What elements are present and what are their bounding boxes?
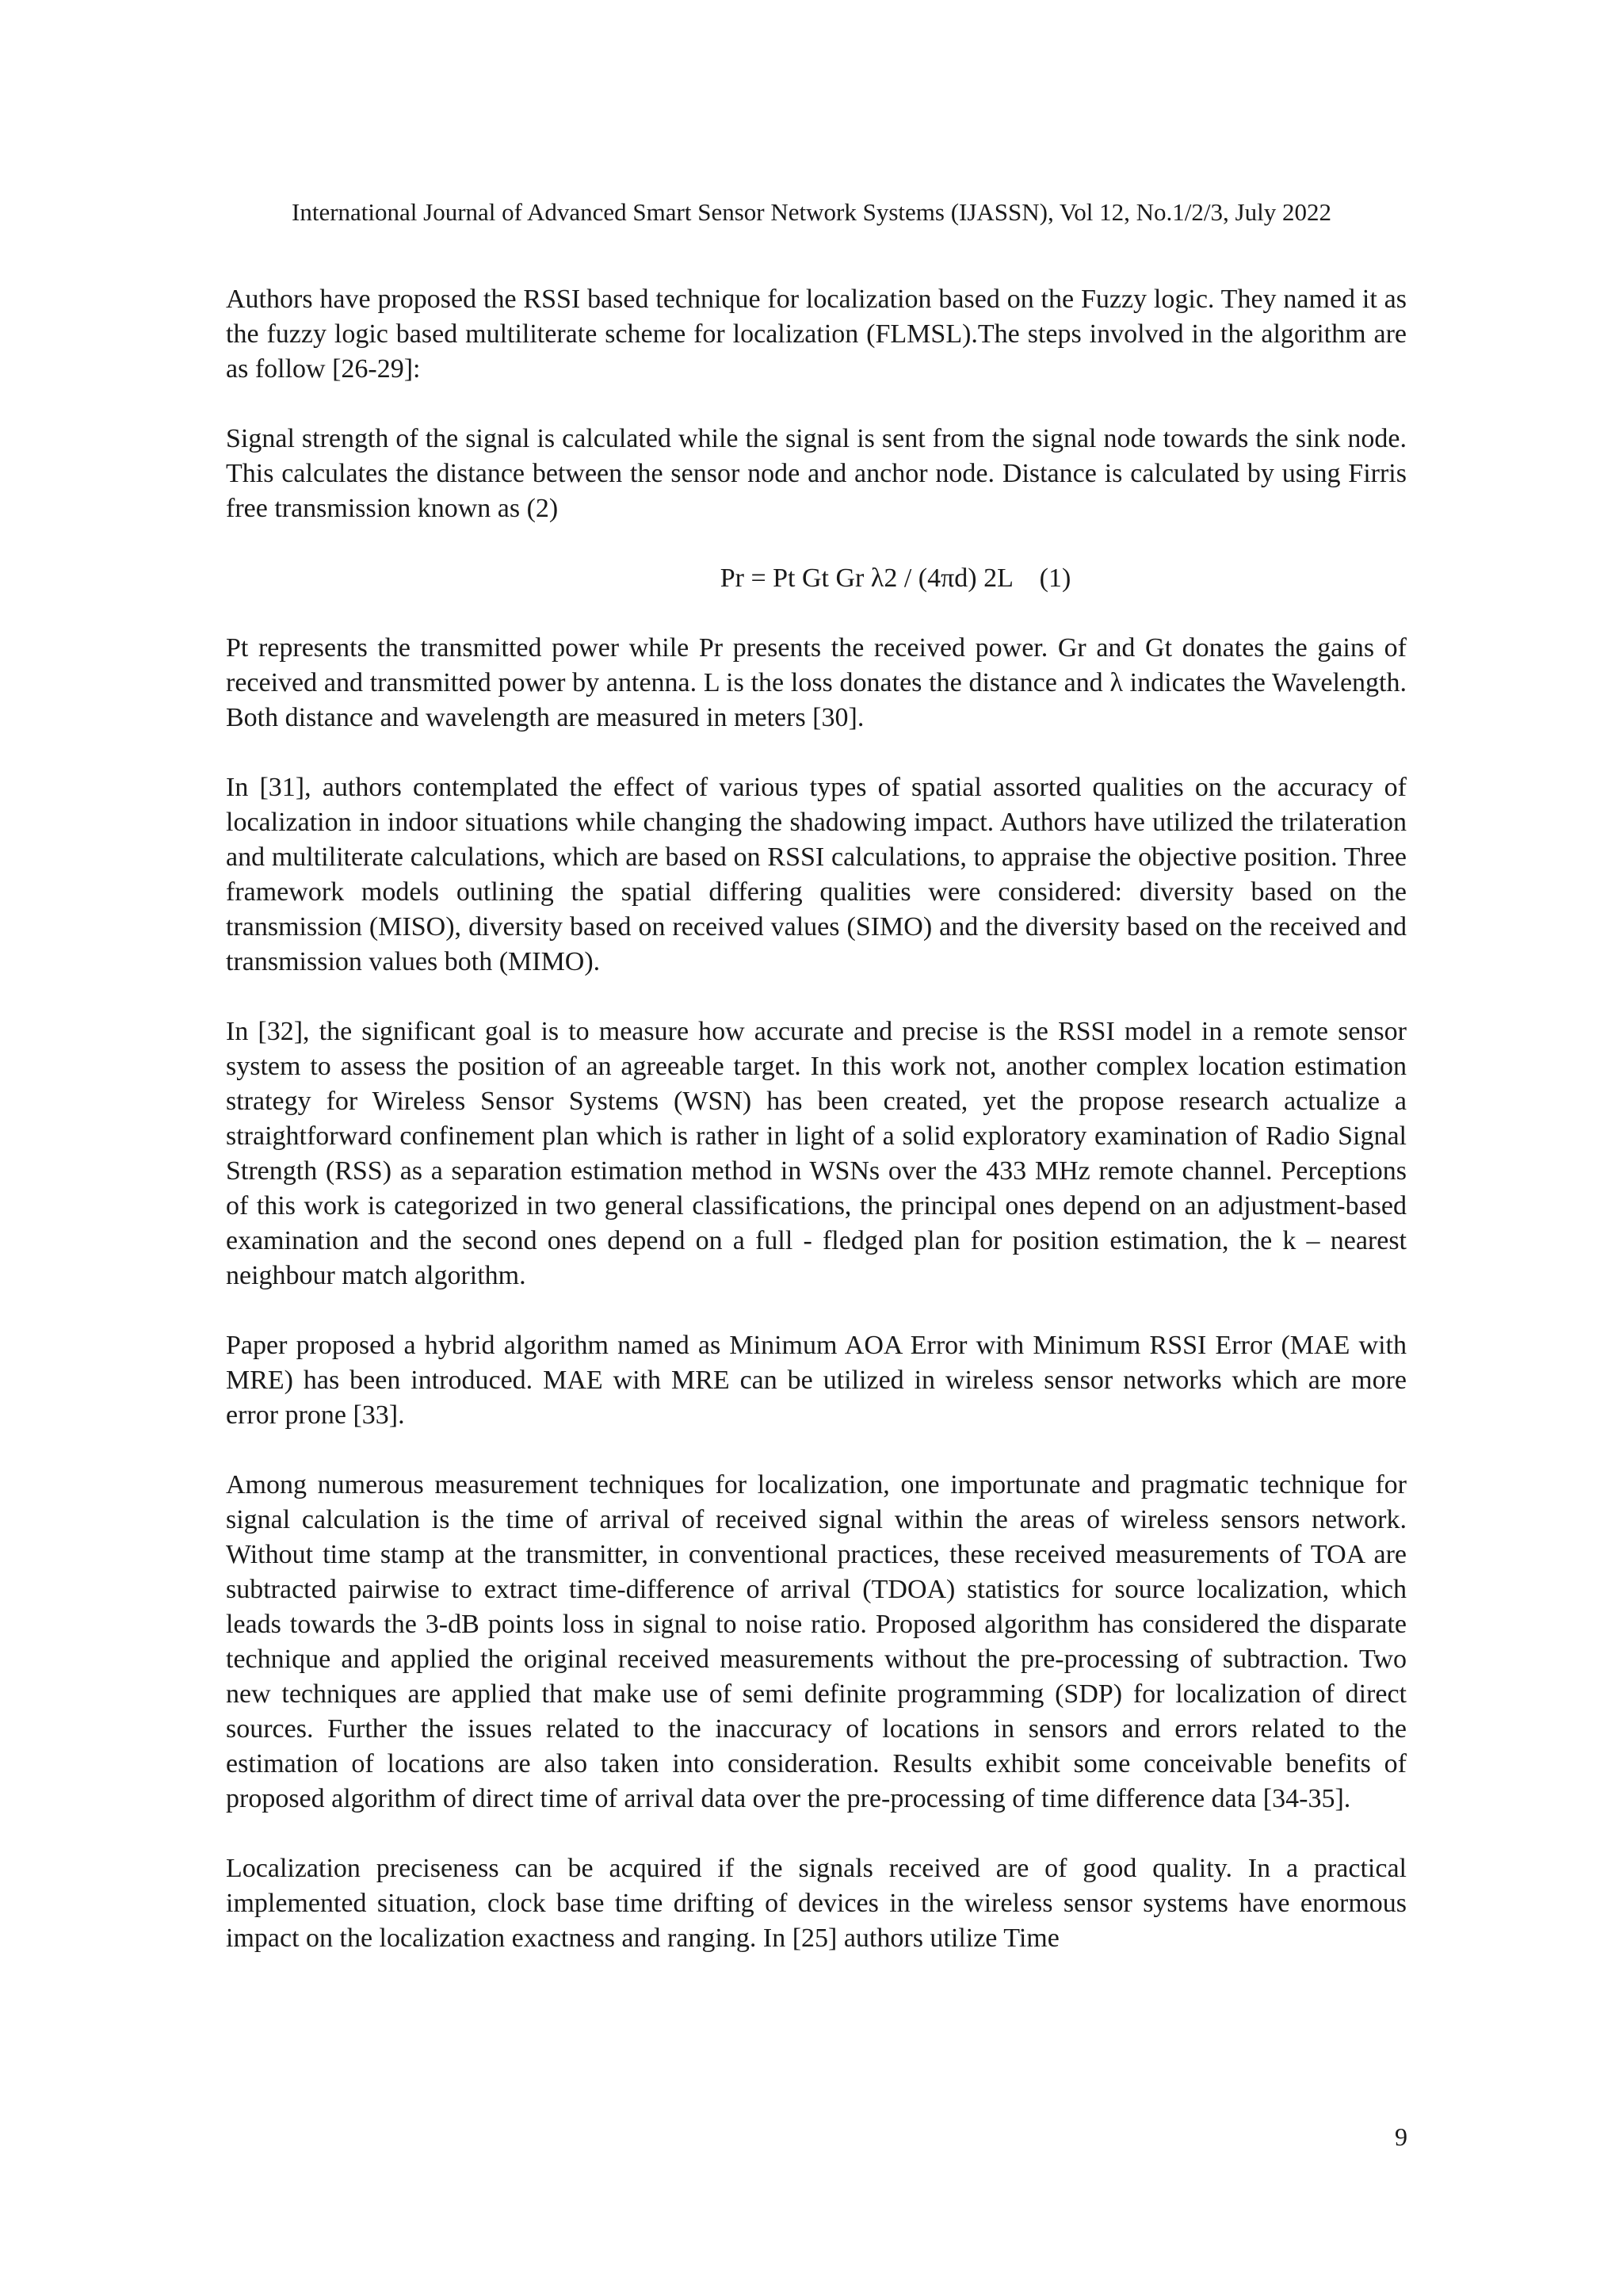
equation-friis: Pr = Pt Gt Gr λ2 / (4πd) 2L (1): [720, 563, 1071, 593]
paragraph-signal-strength: Signal strength of the signal is calculated while the signal is sent from the signal node towards the sink node. This calculates the distance between the sensor node and anchor node. Distance is calculated by using Firris free transmission known as (2): [226, 424, 1407, 523]
paragraph-hybrid-algorithm: Paper proposed a hybrid algorithm named as Minimum AOA Error with Minimum RSSI Error (MAE with MRE) has been introduced. MAE with MRE can be utilized in wireless sensor networks which are more error prone [33].: [226, 1331, 1407, 1430]
page-number: 9: [1395, 2122, 1407, 2151]
main-content: [226, 282, 1407, 1991]
paragraph-power-definitions: Pt represents the transmitted power while Pr presents the received power. Gr and Gt donates the gains of received and transmitted power by antenna. L is the loss donates the distance and λ indicates the Wavelength. Both distance and wavelength are measured in meters [30].: [226, 633, 1407, 732]
paragraph-rssi-accuracy: In [32], the significant goal is to measure how accurate and precise is the RSSI model in a remote sensor system to assess the position of an agreeable target. In this work not, another complex location estimation strategy for Wireless Sensor Systems (WSN) has been created, yet the propose research actualize a straightforward confinement plan which is rather in light of a solid exploratory examination of Radio Signal Strength (RSS) as a separation estimation method in WSNs over the 433 MHz remote channel. Perceptions of this work is categorized in two general classifications, the principal ones depend on an adjustment-based examination and the second ones depend on a full - fledged plan for position estimation, the k – nearest neighbour match algorithm.: [226, 1017, 1407, 1290]
paragraph-localization-preciseness: Localization preciseness can be acquired if the signals received are of good quality. In a practical implemented situation, clock base time drifting of devices in the wireless sensor systems have enormous impact on the localization exactness and ranging. In [25] authors utilize Time: [226, 1854, 1407, 1953]
paragraph-spatial-diversity: In [31], authors contemplated the effect of various types of spatial assorted qualities on the accuracy of localization in indoor situations while changing the shadowing impact. Authors have utilized the trilateration and multiliterate calculations, which are based on RSSI calculations, to appraise the objective position. Three framework models outlining the spatial differing qualities were considered: diversity based on the transmission (MISO), diversity based on received values (SIMO) and the diversity based on the received and transmission values both (MIMO).: [226, 773, 1407, 976]
paragraph-toa-techniques: Among numerous measurement techniques for localization, one importunate and pragmatic technique for signal calculation is the time of arrival of received signal within the areas of wireless sensors network. Without time stamp at the transmitter, in conventional practices, these received measurements of TOA are subtracted pairwise to extract time-difference of arrival (TDOA) statistics for source localization, which leads towards the 3-dB points loss in signal to noise ratio. Proposed algorithm has considered the disparate technique and applied the original received measurements without the pre-processing of subtraction. Two new techniques are applied that make use of semi definite programming (SDP) for localization of direct sources. Further the issues related to the inaccuracy of locations in sensors and errors related to the estimation of locations are also taken into consideration. Results exhibit some conceivable benefits of proposed algorithm of direct time of arrival data over the pre-processing of time difference data [34-35].: [226, 1470, 1407, 1813]
paragraph-fuzzy-logic: Authors have proposed the RSSI based technique for localization based on the Fuzzy logic. They named it as the fuzzy logic based multiliterate scheme for localization (FLMSL).The steps involved in the algorithm are as follow [26-29]:: [226, 285, 1407, 384]
journal-header: International Journal of Advanced Smart Sensor Network Systems (IJASSN), Vol 12, No.1/2/3, July 2022: [292, 198, 1331, 226]
